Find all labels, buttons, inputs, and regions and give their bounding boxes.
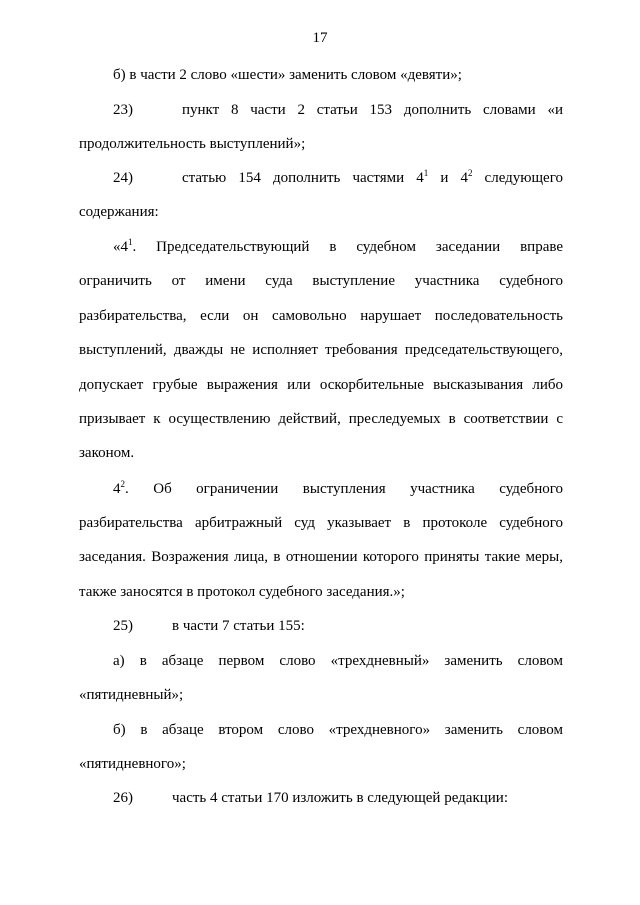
para-4-2-line-2: разбирательства арбитражный суд указывает в протоколе судебного — [79, 515, 563, 531]
para-4-1-line-7: законом. — [79, 445, 135, 461]
para-4-2-sup: 2 — [120, 479, 125, 489]
item-25b-line-2: «пятидневного»; — [79, 756, 186, 772]
para-4-1-line-3: разбирательства, если он самовольно нарушает последовательность — [79, 308, 563, 324]
item-25-number: 25) — [113, 618, 133, 634]
item-24-number: 24) — [113, 170, 133, 186]
item-24-text-a: статью 154 дополнить частями 4 — [182, 170, 424, 186]
item-23-line-1: пункт 8 части 2 статьи 153 дополнить словами «и — [182, 102, 563, 118]
item-25-text: в части 7 статьи 155: — [172, 618, 305, 634]
para-4-2-line-4: также заносятся в протокол судебного заседания.»; — [79, 584, 405, 600]
para-4-2-lead: 4 — [113, 481, 121, 497]
item-26-text: часть 4 статьи 170 изложить в следующей редакции: — [172, 790, 508, 806]
item-24-sup-2: 2 — [467, 168, 473, 178]
item-b-line: б) в части 2 слово «шести» заменить словом «девяти»; — [113, 67, 462, 83]
para-4-1-line-1 — [113, 238, 563, 256]
para-4-2-line-1 — [113, 480, 563, 498]
item-23-number: 23) — [113, 102, 133, 118]
para-4-1-line-6: призывает к осуществлению действий, преследуемых в соответствии с — [79, 411, 563, 427]
para-4-1-lead: «4 — [113, 239, 128, 255]
item-26-number: 26) — [113, 790, 133, 806]
item-25a-line-1: а) в абзаце первом слово «трехдневный» заменить словом — [113, 653, 563, 669]
item-25a-line-2: «пятидневный»; — [79, 687, 184, 703]
page-number: 17 — [312, 30, 328, 46]
item-25b-line-1: б) в абзаце втором слово «трехдневного» заменить словом — [113, 722, 563, 738]
para-4-1-line-2: ограничить от имени суда выступление участника судебного — [79, 273, 563, 289]
para-4-1-sup: 1 — [128, 237, 133, 247]
para-4-2-line-1-rest: . Об ограничении выступления участника судебного — [125, 481, 563, 497]
item-23-line-2: продолжительность выступлений»; — [79, 136, 306, 152]
item-24-line-2: содержания: — [79, 204, 159, 220]
item-24-sup-1: 1 — [423, 168, 429, 178]
para-4-1-line-1-rest: . Председательствующий в судебном заседании вправе — [132, 239, 563, 255]
item-24-text-b: следующего — [472, 170, 563, 186]
para-4-2-line-3: заседания. Возражения лица, в отношении которого приняты такие меры, — [79, 549, 563, 565]
item-24-text-mid: и 4 — [428, 170, 468, 186]
para-4-1-line-5: допускает грубые выражения или оскорбительные высказывания либо — [79, 377, 563, 393]
item-24-line-1 — [182, 169, 563, 187]
para-4-1-line-4: выступлений, дважды не исполняет требования председательствующего, — [79, 342, 563, 358]
